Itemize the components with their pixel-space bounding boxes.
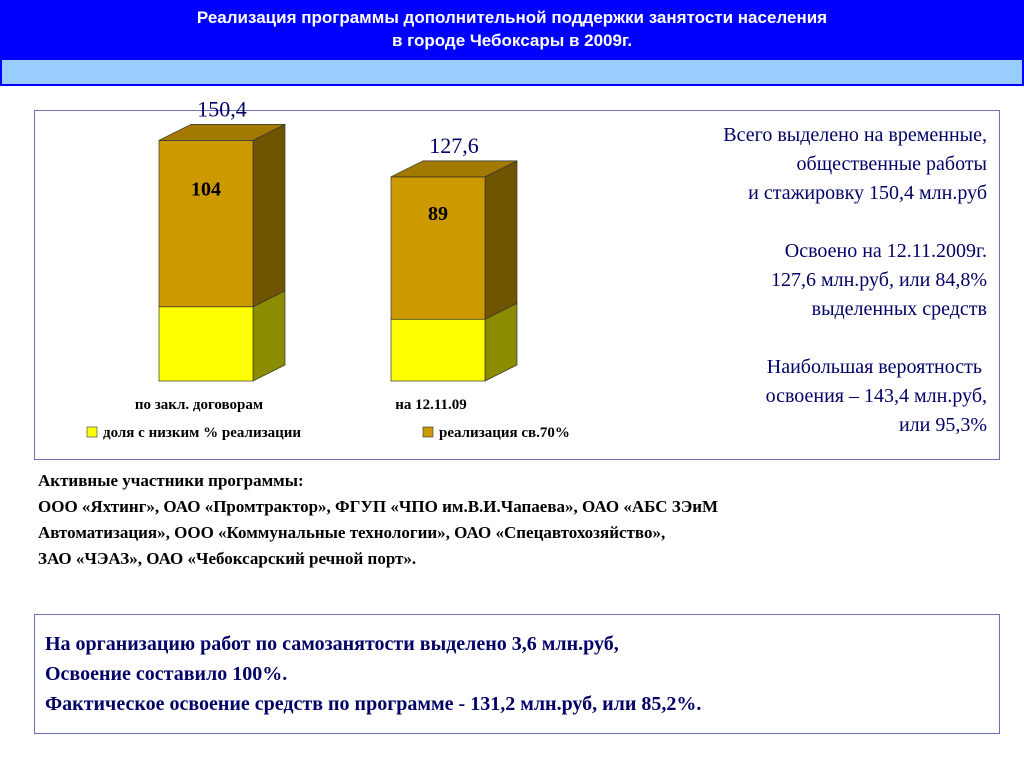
self-employment-line-1: На организацию работ по самозанятости выделено 3,6 млн.руб, [45, 633, 619, 655]
summary-probable-1: Наибольшая вероятность [766, 356, 987, 378]
bar-0-0 [159, 307, 253, 381]
bar-side-1-1 [485, 161, 517, 319]
category-label-0: по закл. договорам [134, 397, 264, 413]
summary-allocated-1: Всего выделено на временные, [723, 124, 987, 146]
self-employment-line-2: Освоение составило 100%. [45, 663, 288, 685]
legend-swatch-1 [423, 427, 433, 437]
bar-1-1 [391, 177, 485, 319]
legend-label-1: реализация св.70% [439, 425, 570, 441]
self-employment-box [34, 614, 1000, 734]
bar-side-1-0 [253, 124, 285, 306]
header-bar [0, 0, 1024, 86]
summary-allocated-2: общественные работы [796, 153, 987, 175]
category-label-1: на 12.11.09 [395, 397, 467, 413]
bar-label-1: 89 [428, 203, 448, 226]
total-label-1: 127,6 [429, 132, 479, 158]
summary-used-2: 127,6 млн.руб, или 84,8% [770, 269, 987, 291]
summary-text [567, 121, 987, 440]
summary-allocated-3: и стажировку 150,4 млн.руб [748, 182, 987, 204]
page-title [0, 6, 1024, 52]
bar-label-0: 104 [191, 178, 221, 201]
total-label-0: 150,4 [197, 96, 247, 122]
participants-line-2: Автоматизация», ООО «Коммунальные технологии», ОАО «Спецавтохозяйство», [38, 523, 666, 542]
participants-block [38, 468, 998, 572]
self-employment-line-3: Фактическое освоение средств по программе - 131,2 млн.руб, или 85,2%. [45, 693, 702, 715]
chart-panel [34, 96, 1000, 460]
summary-used-1: Освоено на 12.11.2009г. [784, 240, 987, 262]
bar-0-1 [391, 319, 485, 381]
summary-probable-3: или 95,3% [898, 414, 987, 436]
legend-swatch-0 [87, 427, 97, 437]
summary-probable-2: освоения – 143,4 млн.руб, [765, 385, 987, 407]
title-line-1: Реализация программы дополнительной поддержки занятости населения [196, 8, 828, 27]
participants-line-1: ООО «Яхтинг», ОАО «Промтрактор», ФГУП «ЧПО им.В.И.Чапаева», ОАО «АБС ЗЭиМ [38, 497, 719, 516]
bar-1-0 [159, 140, 253, 306]
legend-label-0: доля с низким % реализации [103, 425, 302, 441]
title-line-2: в городе Чебоксары в 2009г. [391, 31, 633, 50]
summary-used-3: выделенных средств [811, 298, 987, 320]
participants-line-3: ЗАО «ЧЭАЗ», ОАО «Чебоксарский речной порт». [38, 549, 417, 568]
participants-heading: Активные участники программы: [38, 471, 304, 490]
header-strip [2, 60, 1022, 84]
